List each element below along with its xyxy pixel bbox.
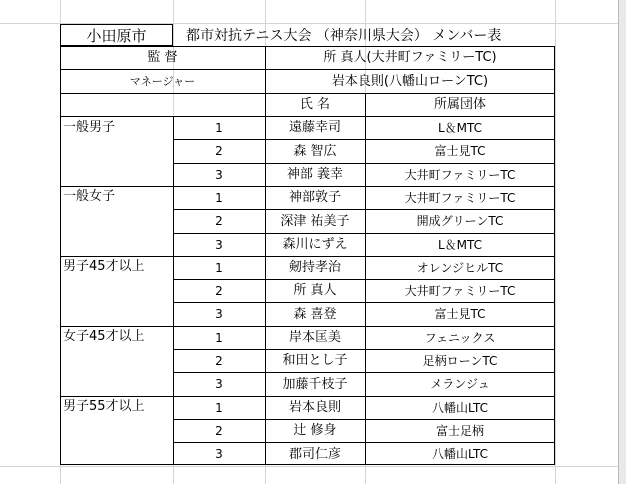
player-name: 辻 修身	[293, 423, 337, 438]
player-team: 八幡山LTC	[431, 400, 489, 415]
player-number: 3	[215, 377, 223, 391]
player-name: 剱持孝治	[288, 260, 341, 275]
table-border	[365, 93, 366, 116]
player-number: 1	[215, 260, 223, 275]
player-number: 2	[215, 283, 223, 298]
player-number: 3	[215, 307, 223, 321]
city-name-box: 小田原市	[60, 24, 173, 46]
player-name: 岩本良則	[288, 400, 341, 415]
category-label: 男子55才以上	[63, 399, 145, 415]
player-number: 1	[215, 190, 223, 205]
player-name: 郡司仁彦	[288, 446, 341, 462]
player-number: 3	[215, 167, 223, 182]
player-team: メランジュ	[430, 377, 490, 391]
player-number: 3	[215, 447, 223, 461]
player-team: 富士見TC	[434, 144, 486, 158]
player-team: フェニックス	[424, 330, 496, 345]
player-team: 富士足柄	[435, 423, 484, 438]
player-number: 1	[215, 330, 223, 345]
player-team: 八幡山LTC	[431, 447, 489, 461]
player-name: 神部 義幸	[286, 167, 344, 182]
coach-name: 所 真人(大井町ファミリーTC)	[323, 50, 497, 65]
player-team: 開成グリーンTC	[416, 214, 504, 228]
category-label: 女子45才以上	[63, 329, 145, 345]
coach-label: 監 督	[147, 50, 178, 65]
player-name: 深津 祐美子	[280, 213, 350, 229]
player-team: L＆MTC	[437, 120, 483, 135]
player-team: L＆MTC	[437, 237, 483, 252]
column-header-name: 氏 名	[299, 97, 331, 112]
manager-label: マネージャー	[129, 74, 196, 88]
player-name: 岸本匡美	[288, 330, 341, 345]
player-name: 所 真人	[293, 283, 337, 298]
page-title: 都市対抗テニス大会 （神奈川県大会） メンバー表	[186, 28, 502, 44]
player-name: 遠藤幸司	[288, 120, 341, 135]
player-team: 大井町ファミリーTC	[404, 190, 516, 205]
column-header-team: 所属団体	[433, 97, 486, 112]
player-number: 1	[215, 120, 223, 135]
player-name: 加藤千枝子	[282, 376, 348, 392]
player-team: 大井町ファミリーTC	[404, 167, 516, 182]
window-right-edge	[618, 0, 626, 484]
player-number: 2	[215, 423, 223, 438]
category-label: 男子45才以上	[63, 259, 145, 275]
player-team: 足柄ローンTC	[422, 353, 498, 368]
manager-name: 岩本良則(八幡山ローンTC)	[331, 73, 489, 89]
player-team: 富士見TC	[434, 307, 486, 321]
category-label: 一般女子	[63, 189, 116, 205]
player-number: 1	[215, 400, 223, 415]
player-team: オレンジヒルTC	[416, 260, 504, 275]
player-name: 森 喜登	[293, 306, 337, 322]
player-team: 大井町ファミリーTC	[404, 283, 516, 298]
player-name: 森川にずえ	[282, 237, 348, 252]
player-number: 2	[215, 214, 223, 228]
player-name: 神部敦子	[288, 190, 341, 205]
category-label: 一般男子	[63, 119, 116, 135]
player-name: 森 智広	[293, 143, 337, 159]
player-number: 2	[215, 353, 223, 368]
player-number: 3	[215, 237, 223, 252]
player-number: 2	[215, 144, 223, 158]
player-name: 和田とし子	[282, 353, 348, 368]
